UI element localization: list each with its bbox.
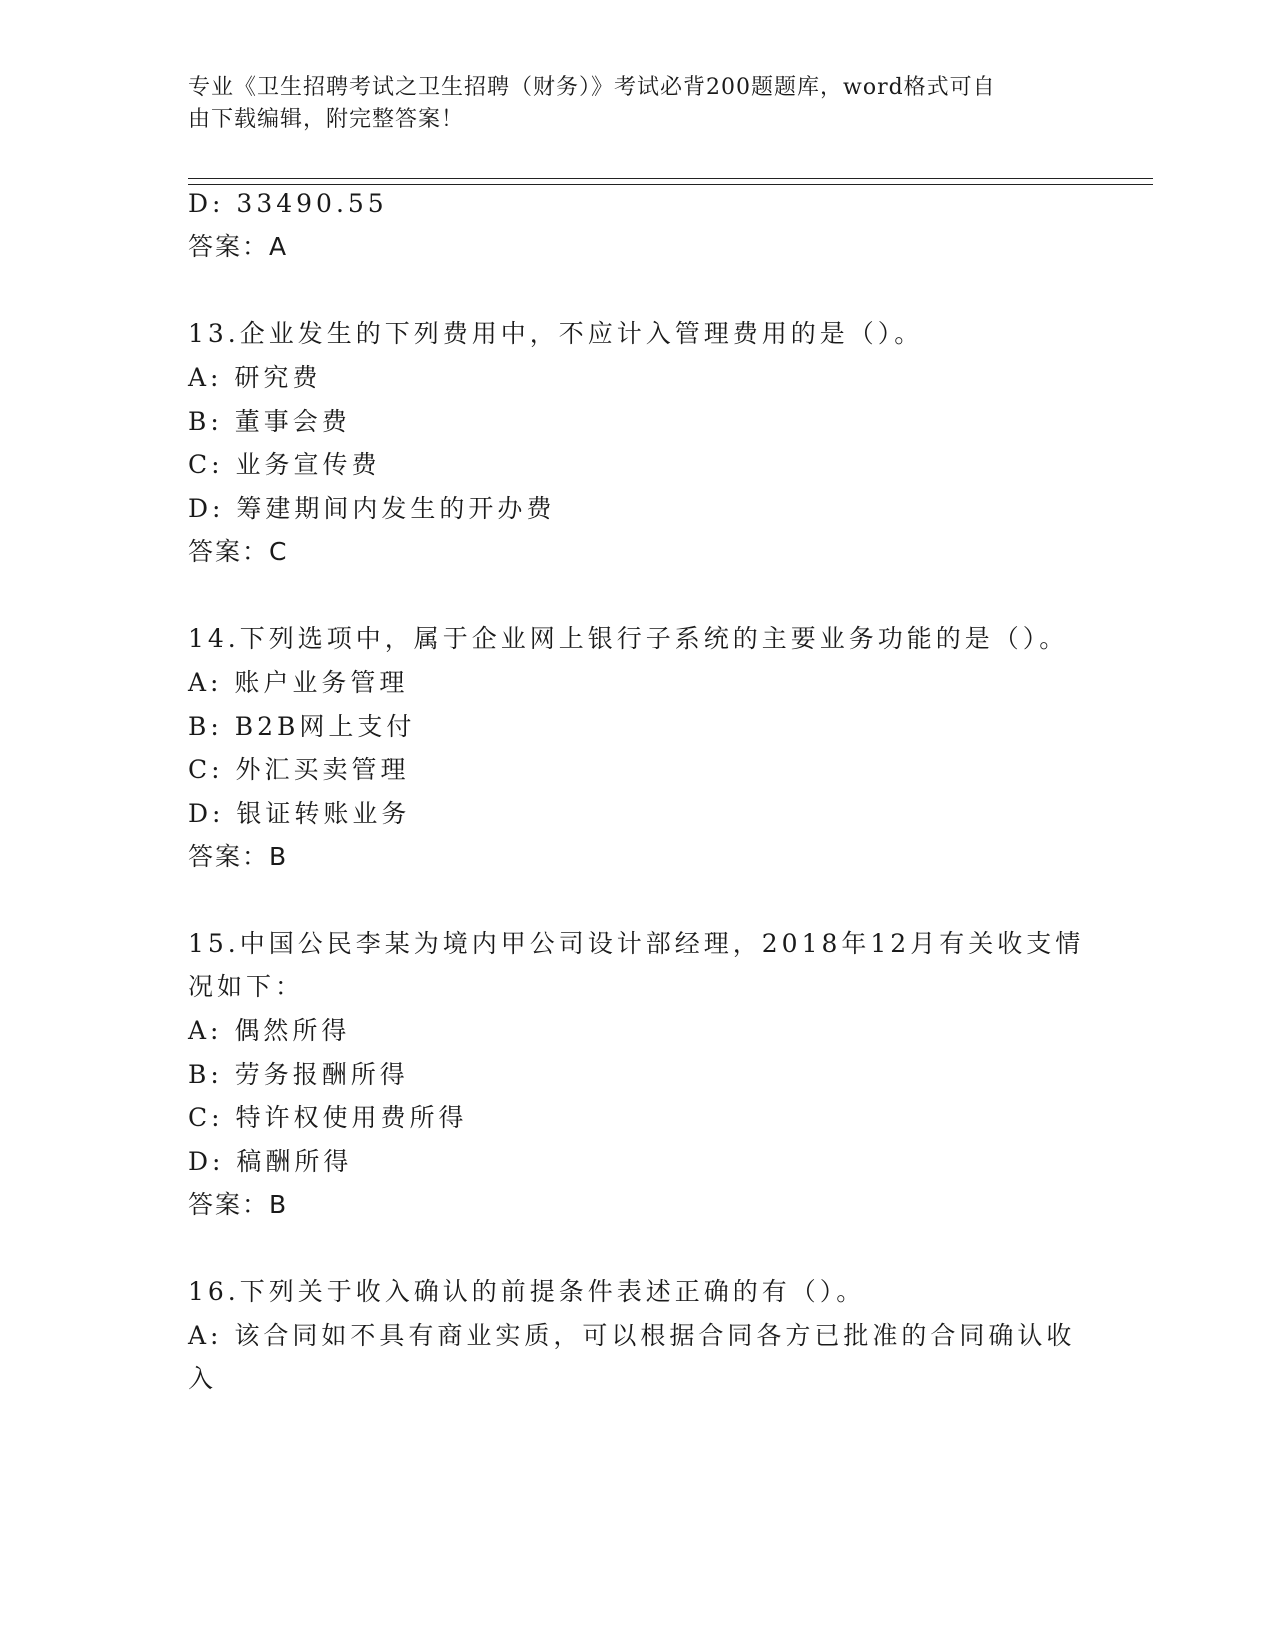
q14-option-d: D: 银证转账业务 xyxy=(188,799,411,828)
q13-option-d: D: 筹建期间内发生的开办费 xyxy=(188,494,556,523)
q15-stem-line-1: 15.中国公民李某为境内甲公司设计部经理，2018年12月有关收支情 xyxy=(188,929,1085,958)
q15-option-b: B: 劳务报酬所得 xyxy=(188,1060,409,1089)
q16-option-a-line-2: 入 xyxy=(188,1364,218,1393)
q15-option-c: C: 特许权使用费所得 xyxy=(188,1103,468,1132)
q13-stem: 13.企业发生的下列费用中，不应计入管理费用的是（）。 xyxy=(188,319,924,348)
q16-stem: 16.下列关于收入确认的前提条件表述正确的有（）。 xyxy=(188,1277,866,1306)
header-line-2: 由下载编辑，附完整答案！ xyxy=(188,107,465,132)
document-header xyxy=(188,72,1068,136)
q14-option-a: A: 账户业务管理 xyxy=(188,668,409,697)
header-line-1: 专业《卫生招聘考试之卫生招聘（财务）》考试必背200题题库，word格式可自 xyxy=(188,75,996,100)
header-rule-bottom xyxy=(188,184,1153,185)
prev-answer: 答案：A xyxy=(188,232,289,261)
q15-option-a: A: 偶然所得 xyxy=(188,1016,351,1045)
q15-stem-line-2: 况如下： xyxy=(188,972,305,1001)
header-rule-top xyxy=(188,178,1153,179)
q13-option-c: C: 业务宣传费 xyxy=(188,450,381,479)
q13-option-b: B: 董事会费 xyxy=(188,407,351,436)
prev-option-d: D: 33490.55 xyxy=(188,189,388,218)
q15-option-d: D: 稿酬所得 xyxy=(188,1147,353,1176)
q13-answer: 答案：C xyxy=(188,537,289,566)
q13-option-a: A: 研究费 xyxy=(188,363,322,392)
q15-answer: 答案：B xyxy=(188,1190,289,1219)
q14-stem: 14.下列选项中，属于企业网上银行子系统的主要业务功能的是（）。 xyxy=(188,624,1069,653)
q14-option-b: B: B2B网上支付 xyxy=(188,712,416,741)
q14-answer: 答案：B xyxy=(188,842,289,871)
q14-option-c: C: 外汇买卖管理 xyxy=(188,755,410,784)
q16-option-a-line-1: A: 该合同如不具有商业实质，可以根据合同各方已批准的合同确认收 xyxy=(188,1321,1076,1350)
